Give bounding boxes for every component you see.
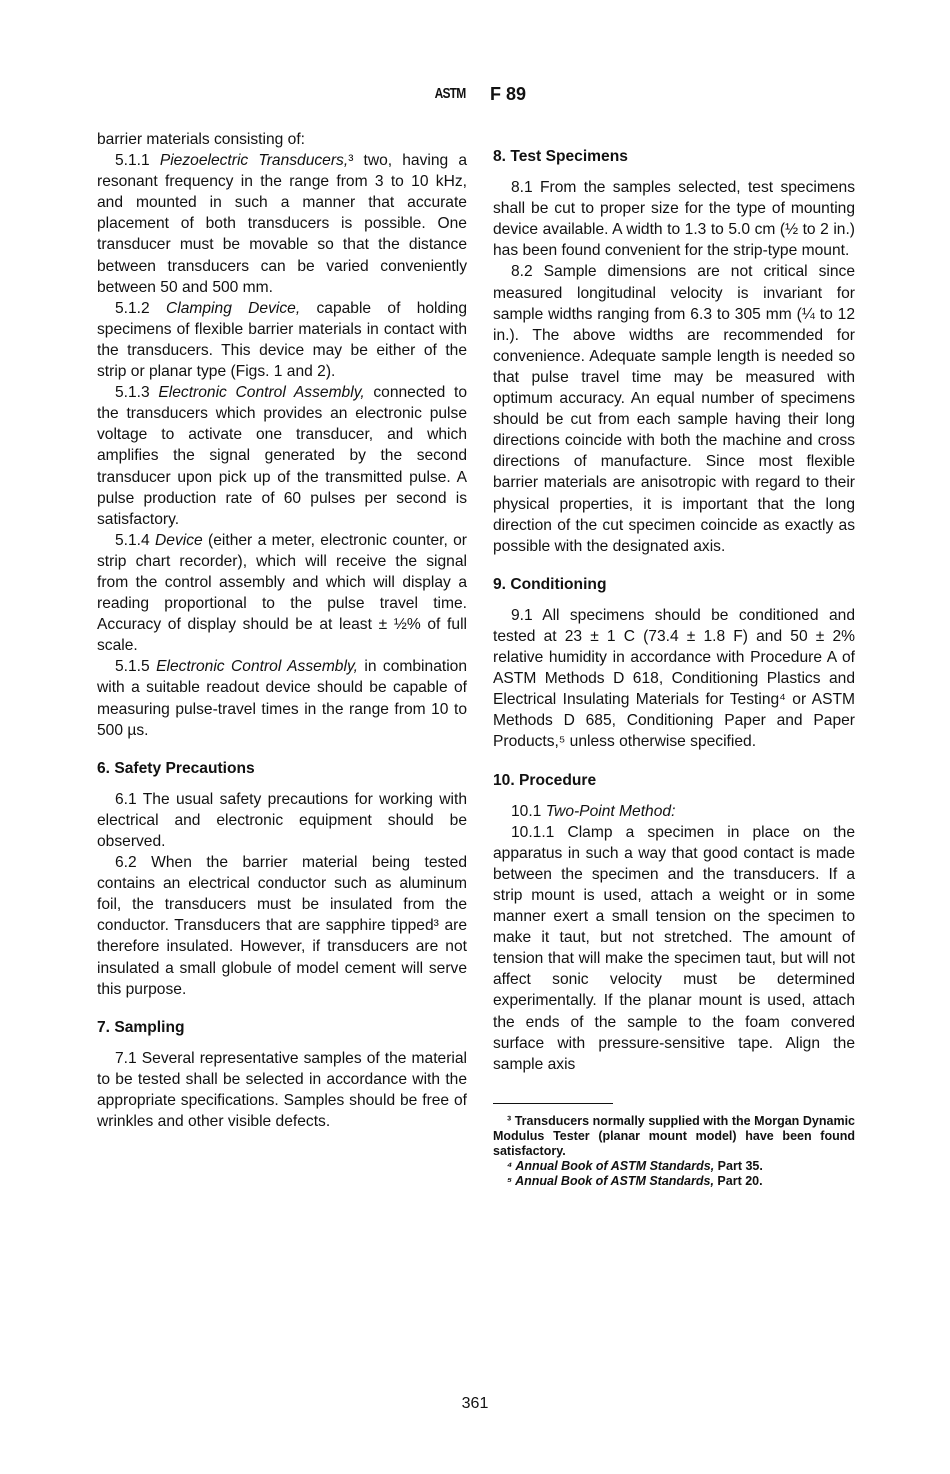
paragraph [493,261,855,556]
paragraph [97,298,467,382]
paragraph [493,605,855,753]
paragraph [97,150,467,298]
italic-term: Two-Point Method: [545,802,676,820]
footnote-text: ³ Transducers normally supplied with the Morgan Dynamic Modulus Tester (planar mount model) have been found satisfactory. [493,1113,855,1158]
paragraph-text: capable of holding specimens of flexible barrier materials in contact with the transducers. This device may be either of the strip or planar type (Figs. 1 and 2). [97,299,468,381]
footnote [493,1174,855,1189]
paragraph-number: 5.1.1 [115,152,160,170]
astm-logo: ASTM [434,85,466,102]
paragraph-text: 8.1 From the samples selected, test specimens shall be cut to proper size for the type of mounting device available. A width to 1.3 to 5.0 cm (½ to 2 in.) has been found convenient for the strip-type mount. [493,179,855,260]
right-column [493,129,855,1189]
paragraph-text: in combination with a suitable readout device should be capable of measuring pulse-travel times in the range from 10 to 500 µs. [97,658,468,739]
paragraph-text: 10.1.1 Clamp a specimen in place on the apparatus in such a way that good contact is made between the specimen and the transducers. If a strip mount is used, attach a weight or in some manner exert a small tension on the specimen to make it taut, but not stretched. The amount of tension that will make the specimen taut, but will not affect sonic velocity must be determined experimentally. If the planar mount is used, attach the ends of the sample to the foam convered surface with pressure-sensitive tape. Align the sample axis [493,823,855,1073]
italic-term: Device [155,531,203,549]
paragraph-number: 5.1.2 [115,299,166,317]
paragraph [97,382,467,530]
paragraph [97,129,467,150]
italic-term: Piezoelectric Transducers, [159,152,349,170]
section-heading: 10. Procedure [493,771,597,789]
section-heading: 9. Conditioning [493,575,607,593]
footnote-citation: ⁴ Annual Book of ASTM Standards, [507,1158,715,1173]
paragraph [493,801,855,822]
page-number: 361 [461,1395,489,1412]
paragraph [97,852,467,1000]
section-heading: 7. Sampling [97,1018,185,1036]
section-heading: 6. Safety Precautions [97,759,255,777]
paragraph-text: 6.2 When the barrier material being tested contains an electrical conductor such as aluminum foil, the transducers must be insulated from the conductor. Transducers that are sapphire tipped³ are therefore insulated. However, if transducers are not insulated a small globule of model cement will serve this purpose. [97,854,467,998]
footnote-text: Part 20. [713,1173,763,1188]
footnote [493,1114,855,1159]
paragraph-text: 9.1 All specimens should be conditioned and tested at 23 ± 1 C (73.4 ± 1.8 F) and 50 ± 2% relative humidity in accordance with Procedure A of ASTM Methods D 618, Conditioning Plastics and Electrical Insulating Materials for Testing⁴ or ASTM Methods D 685, Conditioning Paper and Paper Products,⁵ unless otherwise specified. [493,606,855,751]
paragraph [97,656,467,740]
footnote [493,1159,855,1174]
paragraph-number: 5.1.5 [115,658,157,676]
paragraph [493,177,855,261]
italic-term: Clamping Device, [166,299,301,317]
italic-term: Electronic Control Assembly, [156,658,358,676]
paragraph-text: 8.2 Sample dimensions are not critical since measured longitudinal velocity is invariant for sample widths ranging from 6.3 to 305 mm (¼ to 12 in.). The above widths are recommended for convenience. Adequate sample length is needed so that pulse travel time may be measured with optimum accuracy. An equal number of specimens should be cut from each sample having their long directions coincide with both the machine and cross directions of manufacture. Since most flexible barrier materials are anisotropic with regard to their physical properties, it is important that the long direction of the cut specimen coincide as exactly as possible with the designated axis. [493,263,855,555]
paragraph-text: barrier materials consisting of: [97,131,305,148]
paragraph [97,530,467,657]
paragraph-number: 5.1.3 [115,384,159,402]
italic-term: Electronic Control Assembly, [158,384,365,402]
paragraph-text: 7.1 Several representative samples of the material to be tested shall be selected in accordance with the appropriate specifications. Samples should be free of wrinkles and other visible defects. [97,1049,467,1131]
paragraph [493,822,855,1075]
left-column [97,129,467,1132]
page-header [0,82,950,112]
footnote-text: Part 35. [714,1158,763,1173]
paragraph-text: ³ two, having a resonant frequency in the range from 3 to 10 kHz, and mounted in such a manner that accurate placement of both transducers is possible. One transducer must be movable so that the distance between transducers can be varied conveniently between 50 and 500 mm. [97,152,467,296]
footnote-rule [493,1103,613,1104]
footnotes [493,1114,855,1189]
paragraph-text: 6.1 The usual safety precautions for working with electrical and electronic equipment should be observed. [97,790,467,850]
section-heading: 8. Test Specimens [493,148,628,165]
footnote-citation: ⁵ Annual Book of ASTM Standards, [507,1173,714,1188]
paragraph-text: (either a meter, electronic counter, or strip chart recorder), which will receive the signal from the control assembly and which will display a reading proportional to the pulse travel time. Accuracy of display should be at least ± ½% of full scale. [97,531,468,655]
paragraph-number: 5.1.4 [115,531,156,549]
standard-designation: F 89 [490,84,527,104]
paragraph [97,789,467,852]
paragraph-text: connected to the transducers which provides an electronic pulse voltage to activate one transducer, and which amplifies the signal generated by the second transducer upon pick up of the transmitted pulse. A pulse production rate of 60 pulses per second is satisfactory. [97,384,468,528]
paragraph [97,1048,467,1132]
paragraph-number: 10.1 [511,802,546,820]
